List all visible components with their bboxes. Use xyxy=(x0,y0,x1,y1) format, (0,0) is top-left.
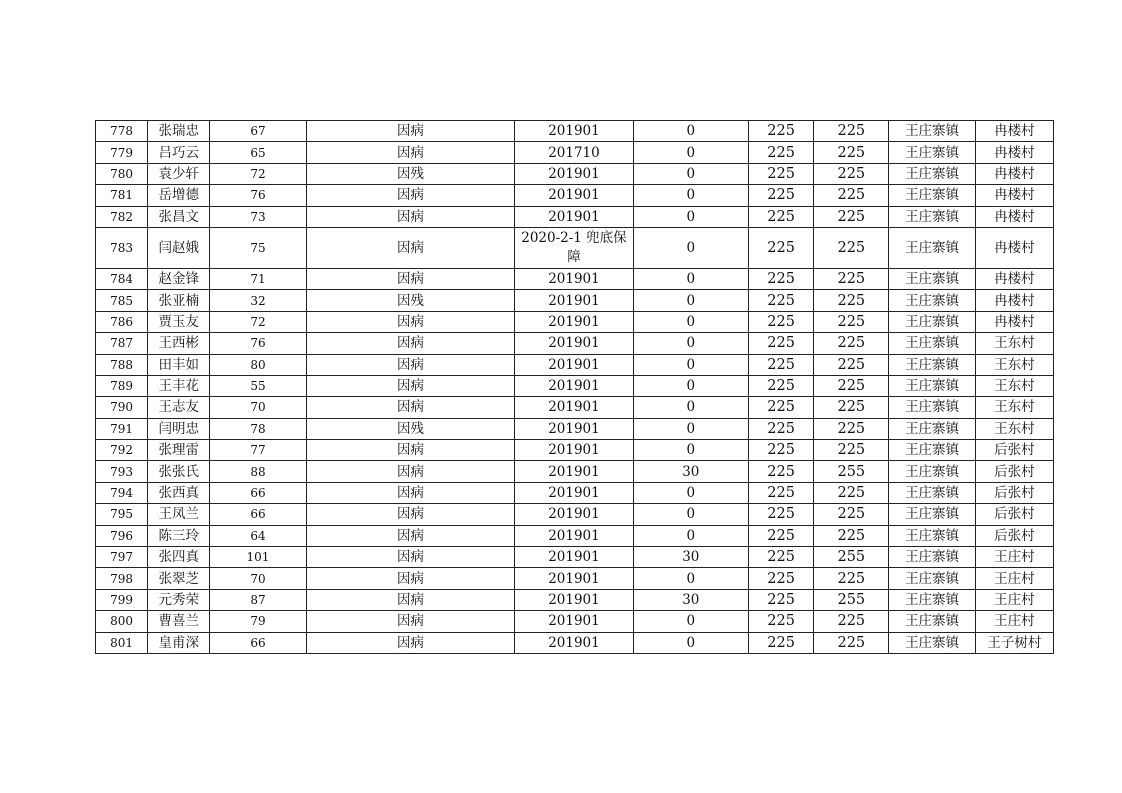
cell-total-amount: 225 xyxy=(814,568,889,589)
cell-village: 王东村 xyxy=(975,397,1053,418)
cell-total-amount: 255 xyxy=(814,589,889,610)
table-row xyxy=(96,333,1054,354)
cell-base-amount: 225 xyxy=(749,525,814,546)
cell-start-date: 201901 xyxy=(515,568,633,589)
cell-name: 岳增德 xyxy=(148,185,210,206)
cell-extra-amount: 30 xyxy=(633,461,748,482)
cell-serial-number: 793 xyxy=(96,461,148,482)
cell-base-amount: 225 xyxy=(749,311,814,332)
cell-total-amount: 225 xyxy=(814,142,889,163)
cell-age: 87 xyxy=(210,589,306,610)
cell-town: 王庄寨镇 xyxy=(889,568,975,589)
cell-extra-amount: 0 xyxy=(633,333,748,354)
cell-village: 王庄村 xyxy=(975,547,1053,568)
cell-reason: 因病 xyxy=(306,185,515,206)
cell-name: 元秀荣 xyxy=(148,589,210,610)
cell-name: 皇甫深 xyxy=(148,632,210,653)
cell-reason: 因病 xyxy=(306,311,515,332)
cell-total-amount: 225 xyxy=(814,375,889,396)
cell-serial-number: 791 xyxy=(96,418,148,439)
cell-start-date: 201901 xyxy=(515,121,633,142)
cell-age: 79 xyxy=(210,611,306,632)
cell-serial-number: 799 xyxy=(96,589,148,610)
cell-village: 王庄村 xyxy=(975,589,1053,610)
cell-name: 陈三玲 xyxy=(148,525,210,546)
cell-base-amount: 225 xyxy=(749,589,814,610)
cell-name: 王丰花 xyxy=(148,375,210,396)
cell-village: 后张村 xyxy=(975,525,1053,546)
cell-serial-number: 784 xyxy=(96,268,148,289)
cell-extra-amount: 0 xyxy=(633,611,748,632)
cell-name: 赵金锋 xyxy=(148,268,210,289)
cell-serial-number: 792 xyxy=(96,440,148,461)
cell-name: 袁少轩 xyxy=(148,163,210,184)
cell-age: 76 xyxy=(210,333,306,354)
cell-village: 冉楼村 xyxy=(975,163,1053,184)
cell-total-amount: 225 xyxy=(814,482,889,503)
cell-town: 王庄寨镇 xyxy=(889,632,975,653)
cell-start-date: 201901 xyxy=(515,547,633,568)
cell-name: 张四真 xyxy=(148,547,210,568)
cell-base-amount: 225 xyxy=(749,333,814,354)
cell-town: 王庄寨镇 xyxy=(889,482,975,503)
cell-name: 王西彬 xyxy=(148,333,210,354)
cell-age: 66 xyxy=(210,632,306,653)
cell-base-amount: 225 xyxy=(749,375,814,396)
cell-reason: 因病 xyxy=(306,206,515,227)
cell-base-amount: 225 xyxy=(749,206,814,227)
cell-start-date: 201901 xyxy=(515,333,633,354)
table-row xyxy=(96,547,1054,568)
table-row xyxy=(96,227,1054,268)
cell-reason: 因病 xyxy=(306,482,515,503)
cell-total-amount: 225 xyxy=(814,504,889,525)
cell-extra-amount: 30 xyxy=(633,547,748,568)
cell-serial-number: 796 xyxy=(96,525,148,546)
cell-start-date: 201710 xyxy=(515,142,633,163)
cell-base-amount: 225 xyxy=(749,568,814,589)
cell-reason: 因残 xyxy=(306,418,515,439)
cell-total-amount: 225 xyxy=(814,418,889,439)
cell-serial-number: 778 xyxy=(96,121,148,142)
table-row xyxy=(96,568,1054,589)
records-table xyxy=(95,120,1054,654)
table-row xyxy=(96,611,1054,632)
cell-town: 王庄寨镇 xyxy=(889,185,975,206)
cell-serial-number: 798 xyxy=(96,568,148,589)
cell-name: 张翠芝 xyxy=(148,568,210,589)
cell-base-amount: 225 xyxy=(749,163,814,184)
cell-town: 王庄寨镇 xyxy=(889,440,975,461)
table-row xyxy=(96,268,1054,289)
cell-town: 王庄寨镇 xyxy=(889,354,975,375)
cell-reason: 因病 xyxy=(306,611,515,632)
cell-start-date: 201901 xyxy=(515,185,633,206)
cell-reason: 因病 xyxy=(306,268,515,289)
cell-start-date: 201901 xyxy=(515,163,633,184)
cell-total-amount: 225 xyxy=(814,632,889,653)
cell-town: 王庄寨镇 xyxy=(889,418,975,439)
cell-village: 后张村 xyxy=(975,440,1053,461)
cell-town: 王庄寨镇 xyxy=(889,461,975,482)
cell-village: 冉楼村 xyxy=(975,311,1053,332)
cell-extra-amount: 0 xyxy=(633,397,748,418)
cell-extra-amount: 0 xyxy=(633,206,748,227)
cell-name: 吕巧云 xyxy=(148,142,210,163)
cell-village: 冉楼村 xyxy=(975,142,1053,163)
cell-village: 冉楼村 xyxy=(975,206,1053,227)
cell-base-amount: 225 xyxy=(749,354,814,375)
cell-base-amount: 225 xyxy=(749,397,814,418)
cell-village: 王东村 xyxy=(975,333,1053,354)
cell-serial-number: 801 xyxy=(96,632,148,653)
cell-base-amount: 225 xyxy=(749,461,814,482)
cell-age: 77 xyxy=(210,440,306,461)
cell-extra-amount: 0 xyxy=(633,504,748,525)
table-row xyxy=(96,440,1054,461)
cell-extra-amount: 0 xyxy=(633,185,748,206)
table-row xyxy=(96,142,1054,163)
cell-reason: 因病 xyxy=(306,547,515,568)
cell-total-amount: 225 xyxy=(814,268,889,289)
cell-reason: 因病 xyxy=(306,354,515,375)
cell-start-date: 201901 xyxy=(515,375,633,396)
cell-village: 后张村 xyxy=(975,504,1053,525)
cell-serial-number: 779 xyxy=(96,142,148,163)
cell-extra-amount: 0 xyxy=(633,632,748,653)
cell-serial-number: 788 xyxy=(96,354,148,375)
cell-serial-number: 782 xyxy=(96,206,148,227)
cell-start-date: 201901 xyxy=(515,440,633,461)
table-row xyxy=(96,461,1054,482)
table-row xyxy=(96,121,1054,142)
cell-base-amount: 225 xyxy=(749,227,814,268)
cell-village: 王庄村 xyxy=(975,611,1053,632)
table-row xyxy=(96,375,1054,396)
cell-name: 田丰如 xyxy=(148,354,210,375)
cell-start-date: 201901 xyxy=(515,461,633,482)
cell-name: 张理雷 xyxy=(148,440,210,461)
cell-name: 曹喜兰 xyxy=(148,611,210,632)
cell-serial-number: 781 xyxy=(96,185,148,206)
cell-serial-number: 800 xyxy=(96,611,148,632)
cell-extra-amount: 0 xyxy=(633,290,748,311)
cell-base-amount: 225 xyxy=(749,611,814,632)
cell-village: 后张村 xyxy=(975,461,1053,482)
cell-age: 64 xyxy=(210,525,306,546)
cell-town: 王庄寨镇 xyxy=(889,290,975,311)
cell-town: 王庄寨镇 xyxy=(889,142,975,163)
cell-age: 70 xyxy=(210,397,306,418)
cell-name: 张瑞忠 xyxy=(148,121,210,142)
cell-start-date: 201901 xyxy=(515,418,633,439)
cell-total-amount: 255 xyxy=(814,461,889,482)
cell-reason: 因病 xyxy=(306,525,515,546)
cell-village: 冉楼村 xyxy=(975,290,1053,311)
table-row xyxy=(96,206,1054,227)
cell-total-amount: 225 xyxy=(814,440,889,461)
cell-town: 王庄寨镇 xyxy=(889,311,975,332)
cell-extra-amount: 0 xyxy=(633,142,748,163)
cell-age: 73 xyxy=(210,206,306,227)
cell-extra-amount: 0 xyxy=(633,418,748,439)
cell-reason: 因残 xyxy=(306,163,515,184)
cell-age: 72 xyxy=(210,311,306,332)
cell-name: 贾玉友 xyxy=(148,311,210,332)
cell-reason: 因病 xyxy=(306,461,515,482)
cell-village: 王东村 xyxy=(975,418,1053,439)
cell-age: 70 xyxy=(210,568,306,589)
cell-total-amount: 225 xyxy=(814,525,889,546)
cell-extra-amount: 0 xyxy=(633,354,748,375)
cell-extra-amount: 0 xyxy=(633,227,748,268)
cell-total-amount: 255 xyxy=(814,547,889,568)
cell-village: 冉楼村 xyxy=(975,121,1053,142)
cell-reason: 因病 xyxy=(306,504,515,525)
cell-start-date: 201901 xyxy=(515,482,633,503)
cell-serial-number: 780 xyxy=(96,163,148,184)
cell-extra-amount: 0 xyxy=(633,440,748,461)
cell-base-amount: 225 xyxy=(749,482,814,503)
cell-serial-number: 789 xyxy=(96,375,148,396)
cell-reason: 因病 xyxy=(306,440,515,461)
cell-town: 王庄寨镇 xyxy=(889,504,975,525)
cell-base-amount: 225 xyxy=(749,418,814,439)
table-row xyxy=(96,185,1054,206)
cell-start-date: 2020-2-1 兜底保障 xyxy=(515,227,633,268)
cell-reason: 因病 xyxy=(306,632,515,653)
cell-extra-amount: 0 xyxy=(633,268,748,289)
cell-extra-amount: 0 xyxy=(633,121,748,142)
cell-age: 75 xyxy=(210,227,306,268)
table-row xyxy=(96,482,1054,503)
cell-serial-number: 787 xyxy=(96,333,148,354)
cell-extra-amount: 30 xyxy=(633,589,748,610)
cell-age: 78 xyxy=(210,418,306,439)
cell-age: 66 xyxy=(210,504,306,525)
cell-age: 67 xyxy=(210,121,306,142)
cell-serial-number: 797 xyxy=(96,547,148,568)
cell-serial-number: 783 xyxy=(96,227,148,268)
cell-village: 冉楼村 xyxy=(975,227,1053,268)
cell-village: 王庄村 xyxy=(975,568,1053,589)
cell-start-date: 201901 xyxy=(515,290,633,311)
cell-age: 101 xyxy=(210,547,306,568)
cell-total-amount: 225 xyxy=(814,311,889,332)
cell-start-date: 201901 xyxy=(515,525,633,546)
cell-village: 冉楼村 xyxy=(975,268,1053,289)
cell-village: 后张村 xyxy=(975,482,1053,503)
cell-start-date: 201901 xyxy=(515,589,633,610)
cell-name: 闫赵娥 xyxy=(148,227,210,268)
cell-reason: 因病 xyxy=(306,397,515,418)
table-row xyxy=(96,397,1054,418)
cell-reason: 因病 xyxy=(306,227,515,268)
cell-town: 王庄寨镇 xyxy=(889,227,975,268)
cell-reason: 因病 xyxy=(306,333,515,354)
table-row xyxy=(96,418,1054,439)
cell-reason: 因病 xyxy=(306,121,515,142)
cell-total-amount: 225 xyxy=(814,163,889,184)
cell-village: 冉楼村 xyxy=(975,185,1053,206)
cell-start-date: 201901 xyxy=(515,611,633,632)
cell-town: 王庄寨镇 xyxy=(889,397,975,418)
cell-base-amount: 225 xyxy=(749,142,814,163)
cell-extra-amount: 0 xyxy=(633,375,748,396)
cell-town: 王庄寨镇 xyxy=(889,206,975,227)
cell-base-amount: 225 xyxy=(749,632,814,653)
cell-town: 王庄寨镇 xyxy=(889,525,975,546)
cell-total-amount: 225 xyxy=(814,185,889,206)
cell-start-date: 201901 xyxy=(515,268,633,289)
cell-base-amount: 225 xyxy=(749,185,814,206)
cell-extra-amount: 0 xyxy=(633,163,748,184)
cell-base-amount: 225 xyxy=(749,268,814,289)
table-row xyxy=(96,525,1054,546)
table-row xyxy=(96,504,1054,525)
cell-reason: 因病 xyxy=(306,142,515,163)
cell-town: 王庄寨镇 xyxy=(889,333,975,354)
cell-reason: 因残 xyxy=(306,290,515,311)
table-row xyxy=(96,632,1054,653)
cell-name: 王凤兰 xyxy=(148,504,210,525)
cell-extra-amount: 0 xyxy=(633,525,748,546)
cell-total-amount: 225 xyxy=(814,206,889,227)
cell-age: 72 xyxy=(210,163,306,184)
cell-age: 71 xyxy=(210,268,306,289)
cell-serial-number: 795 xyxy=(96,504,148,525)
table-row xyxy=(96,290,1054,311)
cell-serial-number: 794 xyxy=(96,482,148,503)
cell-age: 88 xyxy=(210,461,306,482)
cell-name: 张张氏 xyxy=(148,461,210,482)
table-row xyxy=(96,311,1054,332)
table-row xyxy=(96,163,1054,184)
cell-town: 王庄寨镇 xyxy=(889,268,975,289)
cell-name: 王志友 xyxy=(148,397,210,418)
cell-total-amount: 225 xyxy=(814,397,889,418)
cell-total-amount: 225 xyxy=(814,354,889,375)
table-row xyxy=(96,589,1054,610)
cell-base-amount: 225 xyxy=(749,440,814,461)
cell-start-date: 201901 xyxy=(515,311,633,332)
cell-age: 65 xyxy=(210,142,306,163)
cell-start-date: 201901 xyxy=(515,206,633,227)
cell-village: 王东村 xyxy=(975,354,1053,375)
table-body xyxy=(96,121,1054,654)
cell-age: 55 xyxy=(210,375,306,396)
cell-village: 王东村 xyxy=(975,375,1053,396)
cell-name: 张昌文 xyxy=(148,206,210,227)
cell-start-date: 201901 xyxy=(515,504,633,525)
cell-town: 王庄寨镇 xyxy=(889,589,975,610)
cell-total-amount: 225 xyxy=(814,611,889,632)
cell-town: 王庄寨镇 xyxy=(889,375,975,396)
cell-village: 王子树村 xyxy=(975,632,1053,653)
cell-town: 王庄寨镇 xyxy=(889,121,975,142)
table-row xyxy=(96,354,1054,375)
cell-age: 32 xyxy=(210,290,306,311)
cell-extra-amount: 0 xyxy=(633,568,748,589)
cell-serial-number: 786 xyxy=(96,311,148,332)
cell-base-amount: 225 xyxy=(749,547,814,568)
cell-start-date: 201901 xyxy=(515,632,633,653)
cell-base-amount: 225 xyxy=(749,121,814,142)
cell-total-amount: 225 xyxy=(814,290,889,311)
cell-town: 王庄寨镇 xyxy=(889,163,975,184)
cell-total-amount: 225 xyxy=(814,333,889,354)
cell-serial-number: 785 xyxy=(96,290,148,311)
cell-base-amount: 225 xyxy=(749,290,814,311)
cell-town: 王庄寨镇 xyxy=(889,547,975,568)
cell-name: 张西真 xyxy=(148,482,210,503)
cell-town: 王庄寨镇 xyxy=(889,611,975,632)
cell-extra-amount: 0 xyxy=(633,482,748,503)
cell-start-date: 201901 xyxy=(515,397,633,418)
cell-reason: 因病 xyxy=(306,568,515,589)
cell-age: 66 xyxy=(210,482,306,503)
cell-total-amount: 225 xyxy=(814,121,889,142)
cell-reason: 因病 xyxy=(306,375,515,396)
cell-start-date: 201901 xyxy=(515,354,633,375)
cell-extra-amount: 0 xyxy=(633,311,748,332)
cell-age: 76 xyxy=(210,185,306,206)
cell-base-amount: 225 xyxy=(749,504,814,525)
cell-serial-number: 790 xyxy=(96,397,148,418)
cell-reason: 因病 xyxy=(306,589,515,610)
cell-age: 80 xyxy=(210,354,306,375)
cell-total-amount: 225 xyxy=(814,227,889,268)
cell-name: 张亚楠 xyxy=(148,290,210,311)
cell-name: 闫明忠 xyxy=(148,418,210,439)
